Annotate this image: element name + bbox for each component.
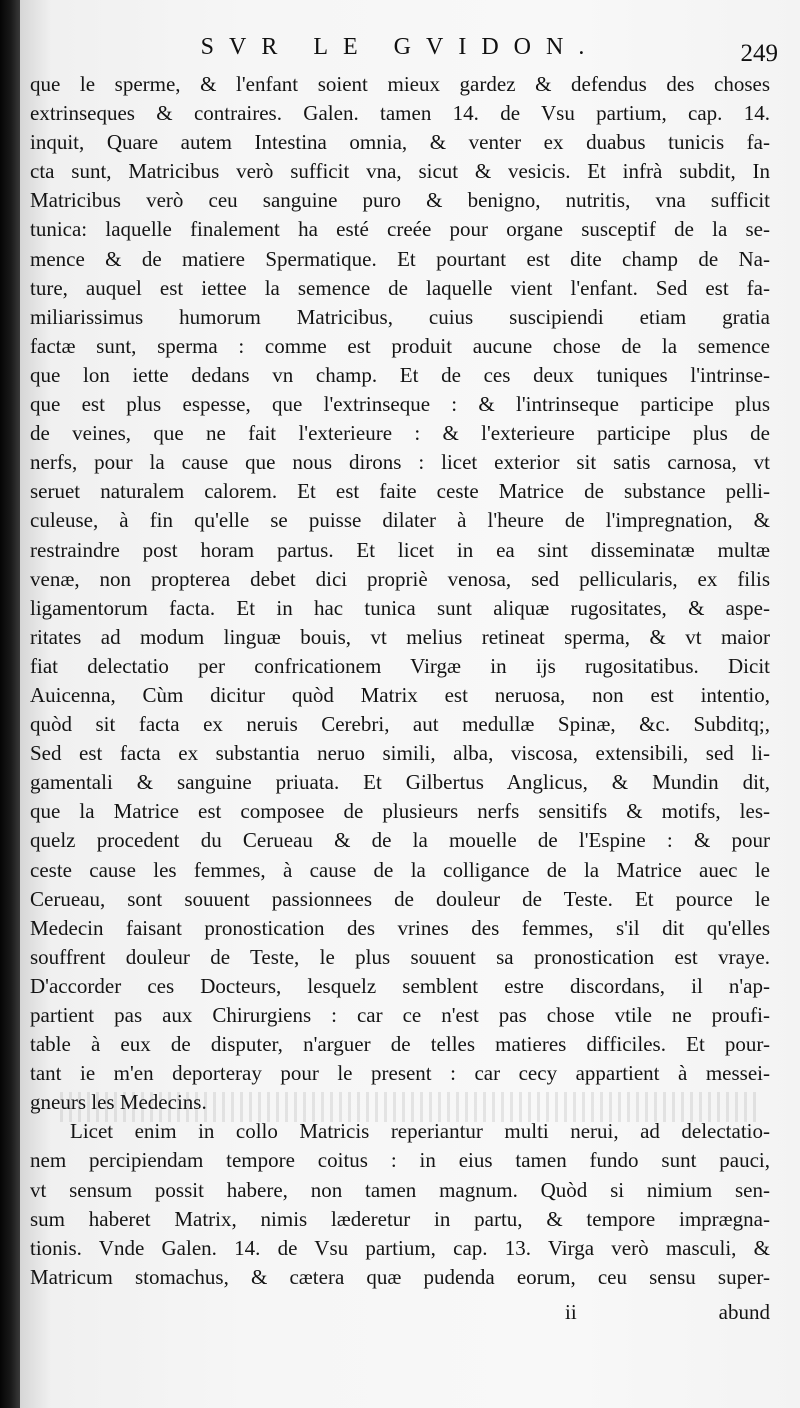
text-line: Auicenna, Cùm dicitur quòd Matrix est neruosa, non est intentio, [30,682,770,707]
text-line: extrinseques & contraires. Galen. tamen 14. de Vsu partium, cap. 14. [30,101,770,126]
text-line: Matricibus verò ceu sanguine puro & benigno, nutritis, vna sufficit [30,188,770,213]
text-line: Medecin faisant pronostication des vrines des femmes, s'il dit qu'elles [30,915,770,940]
page-footer [565,1300,770,1325]
text-line: factæ sunt, sperma : comme est produit aucune chose de la semence [30,333,770,358]
text-line: inquit, Quare autem Intestina omnia, & venter ex duabus tunicis fa- [30,130,770,155]
text-line: fiat delectatio per confricationem Virgæ in ijs rugositatibus. Dicit [30,653,770,678]
text-line: quelz procedent du Cerueau & de la mouelle de l'Espine : & pour [30,828,770,853]
paragraph-end-line: gneurs les Medecins. [30,1090,207,1115]
scan-shadow-edge [0,0,20,1408]
text-line: gamentali & sanguine priuata. Et Gilbertus Anglicus, & Mundin dit, [30,770,770,795]
text-line: tionis. Vnde Galen. 14. de Vsu partium, cap. 13. Virga verò masculi, & [30,1235,770,1260]
catchword: abund [718,1300,770,1324]
text-line: que le sperme, & l'enfant soient mieux gardez & defendus des choses [30,72,770,96]
text-line: Matricum stomachus, & cætera quæ pudenda eorum, ceu sensu super- [30,1264,770,1289]
text-line: nem percipiendam tempore coitus : in eius tamen fundo sunt pauci, [30,1148,770,1173]
text-line: nerfs, pour la cause que nous dirons : licet exterior sit satis carnosa, vt [30,450,770,475]
paragraph-first-line: Licet enim in collo Matricis reperiantur multi nerui, ad delectatio- [70,1119,770,1144]
text-line: tunica: laquelle finalement ha esté creée pour organe susceptif de la se- [30,217,770,242]
text-line: table à eux de disputer, n'arguer de telles matieres difficiles. Et pour- [30,1032,770,1057]
text-line: vt sensum possit habere, non tamen magnum. Quòd si nimium sen- [30,1177,770,1202]
text-line: ceste cause les femmes, à cause de la colligance de la Matrice auec le [30,857,770,882]
text-line: venæ, non propterea debet dici propriè venosa, sed pellicularis, ex filis [30,566,770,591]
text-line: ritates ad modum linguæ bouis, vt melius retineat sperma, & vt maior [30,624,770,649]
text-line: seruet naturalem calorem. Et est faite ceste Matrice de substance pelli- [30,479,770,504]
text-line: souffrent douleur de Teste, le plus souuent sa pronostication est vraye. [30,944,770,969]
page-number: 249 [740,40,778,67]
text-line: partient pas aux Chirurgiens : car ce n'est pas chose vtile ne proufi- [30,1003,770,1027]
text-line: D'accorder ces Docteurs, lesquelz semblent estre discordans, il n'ap- [30,973,770,998]
signature-mark: ii [565,1300,577,1324]
text-line: de veines, que ne fait l'exterieure : & l'exterieure participe plus de [30,421,770,446]
text-line: ligamentorum facta. Et in hac tunica sunt aliquæ rugositates, & aspe- [30,595,770,620]
book-page [20,0,800,1408]
text-line: que la Matrice est composee de plusieurs nerfs sensitifs & motifs, les- [30,799,770,824]
text-line: ture, auquel est iettee la semence de laquelle vient l'enfant. Sed est fa- [30,275,770,300]
text-line: mence & de matiere Spermatique. Et pourtant est dite champ de Na- [30,246,770,271]
text-line: que lon iette dedans vn champ. Et de ces deux tuniques l'intrinse- [30,362,770,387]
text-line: cta sunt, Matricibus verò sufficit vna, sicut & vesicis. Et infrà subdit, In [30,159,770,184]
text-line: que est plus espesse, que l'extrinseque : & l'intrinseque participe plus [30,392,770,417]
text-line: Cerueau, sont souuent passionnees de douleur de Teste. Et pource le [30,886,770,911]
text-line: tant ie m'en deporteray pour le present : car cecy appartient à messei- [30,1061,770,1086]
text-line: Sed est facta ex substantia neruo simili, alba, viscosa, extensibili, sed li- [30,741,770,766]
text-line: culeuse, à fin qu'elle se puisse dilater à l'heure de l'impregnation, & [30,508,770,533]
text-line: quòd sit facta ex neruis Cerebri, aut medullæ Spinæ, &c. Subditq;, [30,712,770,737]
text-line: restraindre post horam partus. Et licet in ea sint disseminatæ multæ [30,537,770,562]
text-line: miliarissimus humorum Matricibus, cuius suscipiendi etiam gratia [30,304,770,329]
running-title: SVR LE GVIDON. [200,34,600,60]
text-line: sum haberet Matrix, nimis læderetur in partu, & tempore imprægna- [30,1206,770,1231]
body-text [30,70,770,1292]
